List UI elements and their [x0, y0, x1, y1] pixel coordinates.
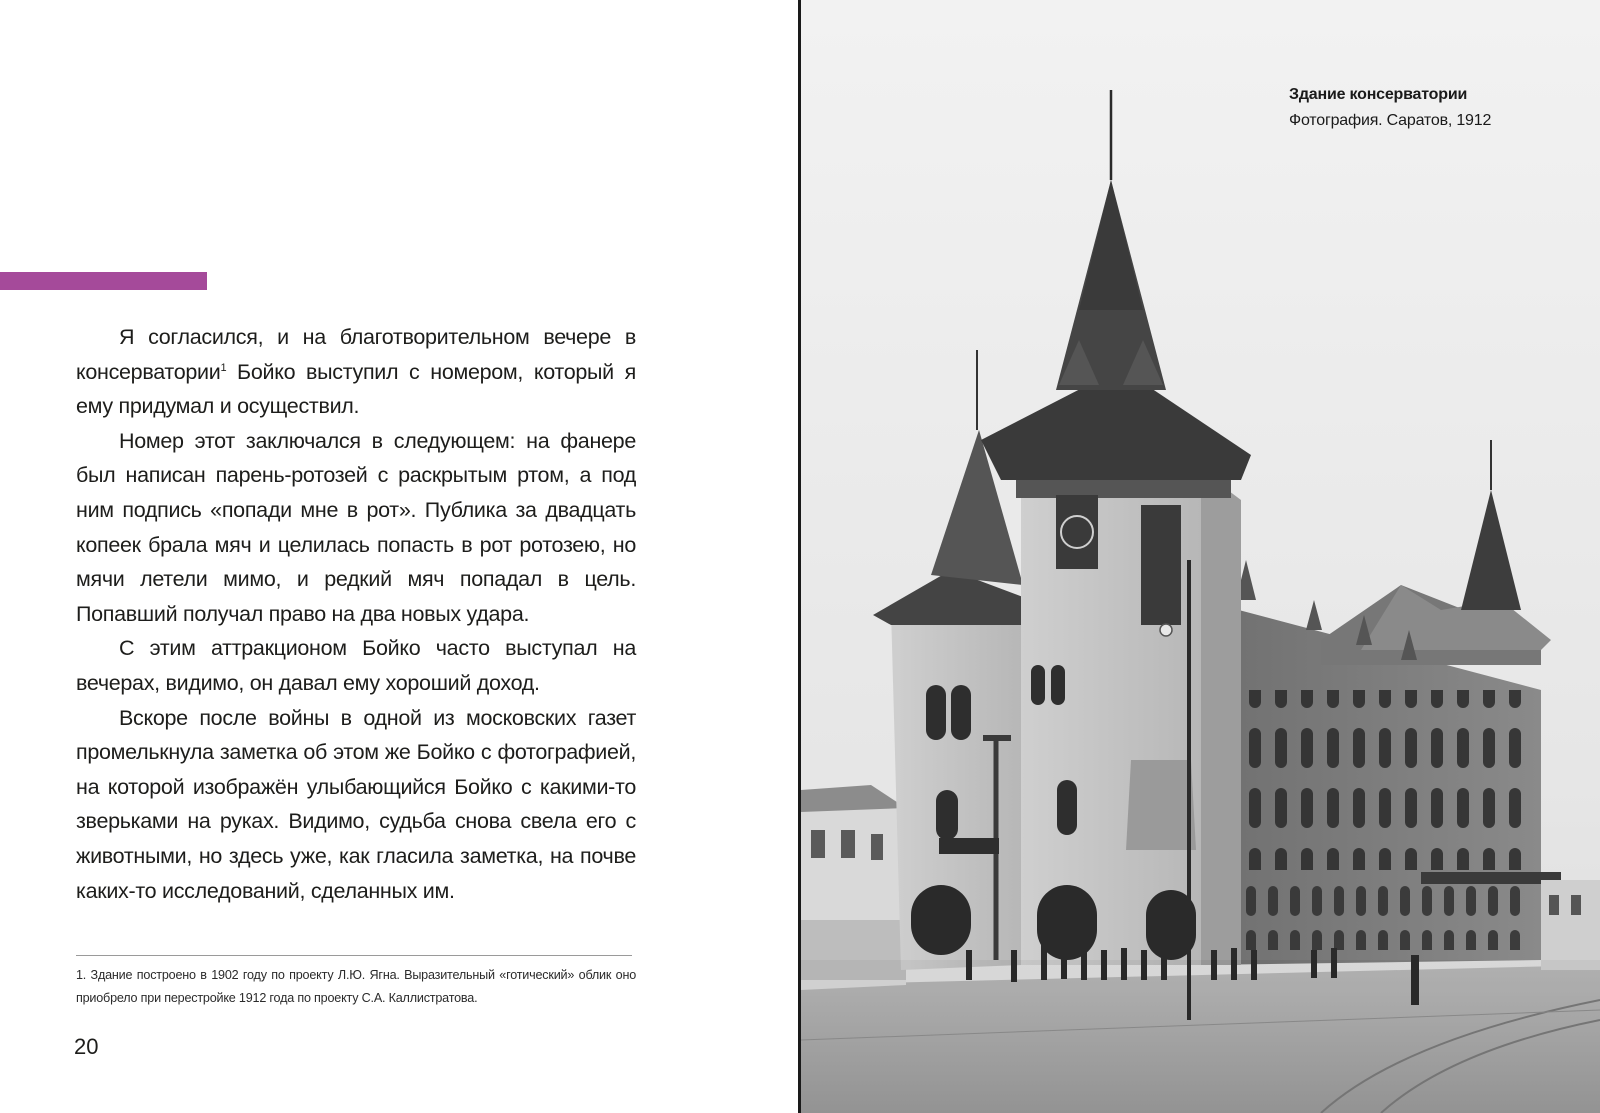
page-number: 20: [74, 1034, 99, 1059]
paragraph-3: С этим аттракционом Бойко часто выступал на вечерах, видимо, он давал ему хороший доход.: [76, 636, 636, 695]
caption-title: Здание консерватории: [1289, 86, 1468, 103]
photo-caption: [1289, 82, 1491, 134]
paragraph-1: Я согласился, и на благотворительном вечере в консерватории$^1$ Бойко выступил с номером, который я ему придумал и осуществил.: [76, 325, 636, 419]
body-text: [76, 320, 636, 908]
paragraph-2: Номер этот заключался в следующем: на фанере был написан парень-ротозей с раскрытым ртом, а под ним подпись «попади мне в рот». Публика за двадцать копеек брала мяч и целилась попасть в рот ротозею, но мячи летели мимо, и редкий мяч попадал в цель. Попавший получал право на два новых удара.: [76, 428, 636, 626]
accent-bar: [0, 272, 207, 290]
conservatory-photo: [801, 0, 1600, 1113]
footnote-ref[interactable]: 1: [220, 361, 227, 374]
footnote-divider: [76, 955, 632, 956]
right-page: [801, 0, 1600, 1113]
paragraph-4: Вскоре после войны в одной из московских газет промелькнула заметка об этом же Бойко с фотографией, на которой изображён улыбающийся Бойко с какими-то зверьками на руках. Видимо, судьба снова свела его с животными, но здесь уже, как гласила заметка, на почве каких-то исследований, сделанных им.: [76, 705, 636, 903]
caption-subtitle: Фотография. Саратов, 1912: [1289, 112, 1492, 129]
left-page: [0, 0, 798, 1113]
footnote: 1. Здание построено в 1902 году по проекту Л.Ю. Ягна. Выразительный «готический» облик оно приобрело при перестройке 1912 года по проекту С.А. Каллистратова.: [76, 968, 636, 1005]
